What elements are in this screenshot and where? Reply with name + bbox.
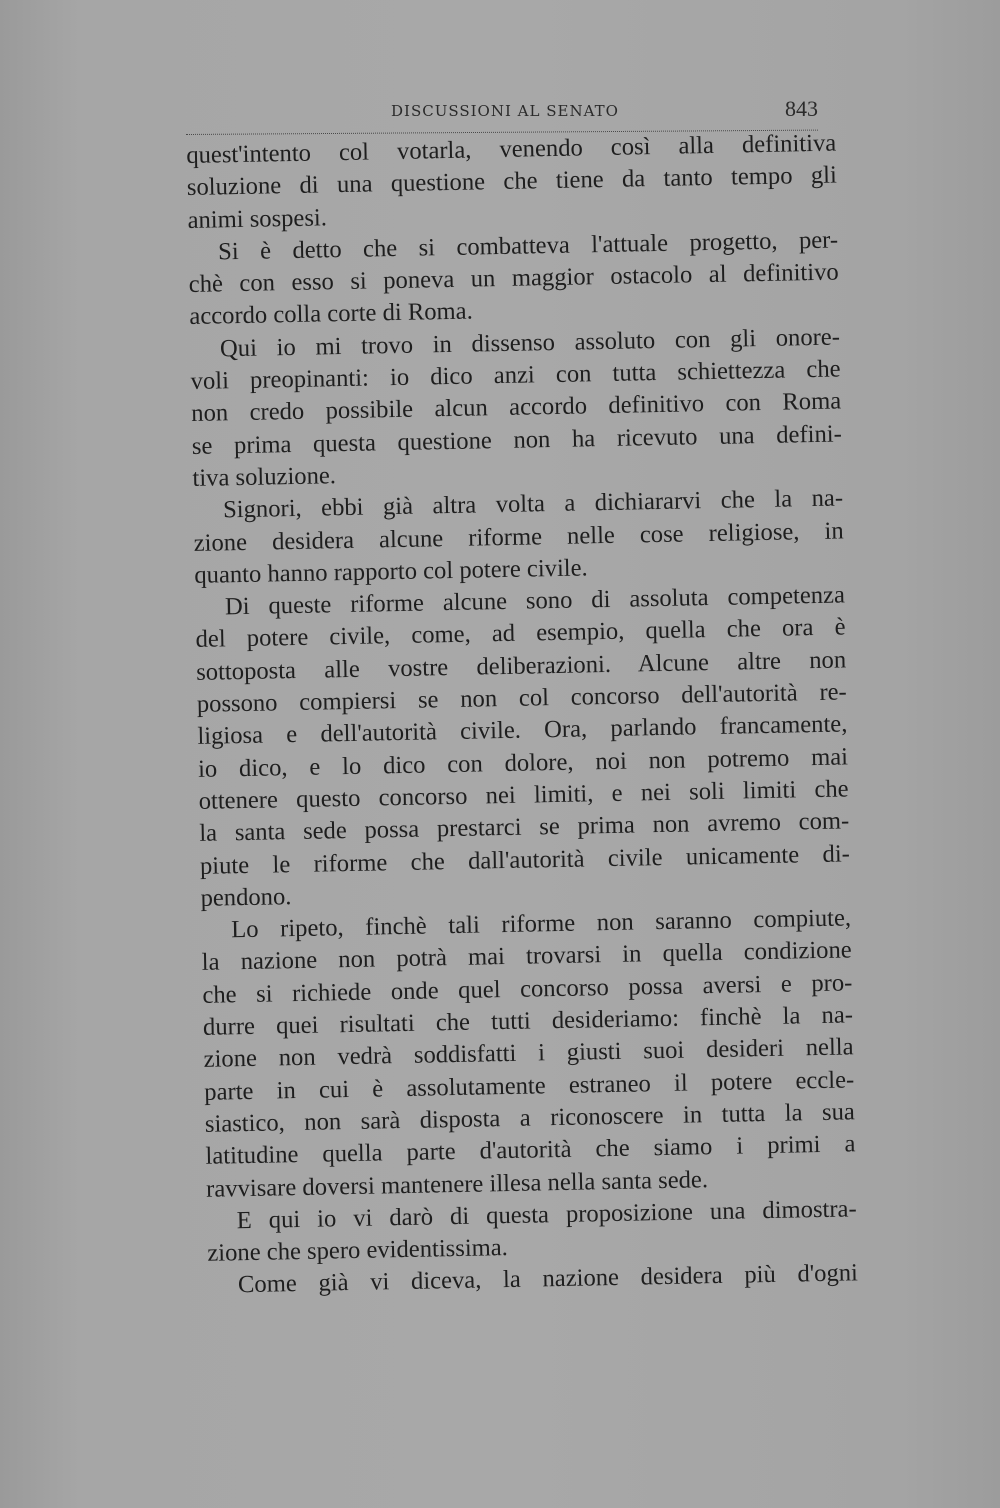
text-line: accordo colla corte di Roma. [189,298,474,331]
text-line: Qui io mi trovo in dissenso assoluto con gli onore- [219,323,841,363]
text-line: piute le riforme che dall'autorità civile unicamente di- [199,839,851,880]
page-number: 843 [785,96,818,121]
text-line: latitudine quella parte d'autorità che siamo i primi a [205,1130,856,1171]
text-line: siastico, non sarà disposta a riconoscere in tutta la sua [204,1098,856,1138]
text-line: io dico, e lo dico con dolore, noi non potremo mai [197,743,849,783]
text-line: possono compiersi se non col concorso dell'autorità re- [196,678,847,718]
text-line: zione che spero evidentissima. [207,1234,509,1267]
text-line: la nazione non potrà mai trovarsi in quella condizione [201,936,852,977]
text-line: ottenere questo concorso nei limiti, e nei soli limiti che [198,775,849,815]
text-line: se prima questa questione non ha ricevuto una defini- [191,420,843,460]
text-line: Si è detto che si combatteva l'attuale progetto, per- [217,226,839,266]
text-line: ligiosa e dell'autorità civile. Ora, parlando francamente, [197,710,848,751]
text-line: animi sospesi. [187,203,328,234]
text-line: chè con esso si poneva un maggior ostacolo al definitivo [188,258,839,299]
text-line: pendono. [200,882,292,912]
text-line: soluzione di una questione che tiene da tanto tempo gli [186,161,838,202]
text-line: tiva soluzione. [192,462,337,492]
text-line: voli preopinanti: io dico anzi con tutta schiettezza che [190,355,841,396]
text-line: ravvisare doversi mantenere illesa nella santa sede. [205,1165,709,1203]
running-title: DISCUSSIONI AL SENATO [391,102,619,120]
text-line: zione desidera alcune riforme nelle cose religiose, in [193,517,844,557]
text-line: quest'intento col votarla, venendo così alla definitiva [186,129,837,169]
text-line: Come già vi diceva, la nazione desidera più d'ogni [237,1259,859,1299]
text-line: sottoposta alle vostre deliberazioni. Alcune altre non [195,646,847,686]
body-text [186,128,858,1303]
text-line: del potere civile, come, ad esempio, quella che ora è [195,613,846,654]
text-line: Di queste riforme alcune sono di assoluta competenza [224,581,846,621]
text-line: che si richiede onde quel concorso possa aversi e pro- [202,969,853,1009]
text-line: Signori, ebbi già altra volta a dichiararvi che la na- [222,484,844,524]
text-line: non credo possibile alcun accordo definitivo con Roma [190,387,842,428]
text-line: Lo ripeto, finchè tali riforme non saranno compiute, [230,904,852,944]
text-line: zione non vedrà soddisfatti i giusti suoi desideri nella [203,1033,854,1074]
text-line: durre quei risultati che tutti desideriamo: finchè la na- [202,1001,854,1041]
text-line: la santa sede possa prestarci se prima non avremo com- [199,807,850,848]
text-line: E qui io vi darò di questa proposizione una dimostra- [236,1195,857,1235]
text-line: parte in cui è assolutamente estraneo il potere eccle- [204,1065,855,1106]
text-line: quanto hanno rapporto col potere civile. [194,554,588,589]
